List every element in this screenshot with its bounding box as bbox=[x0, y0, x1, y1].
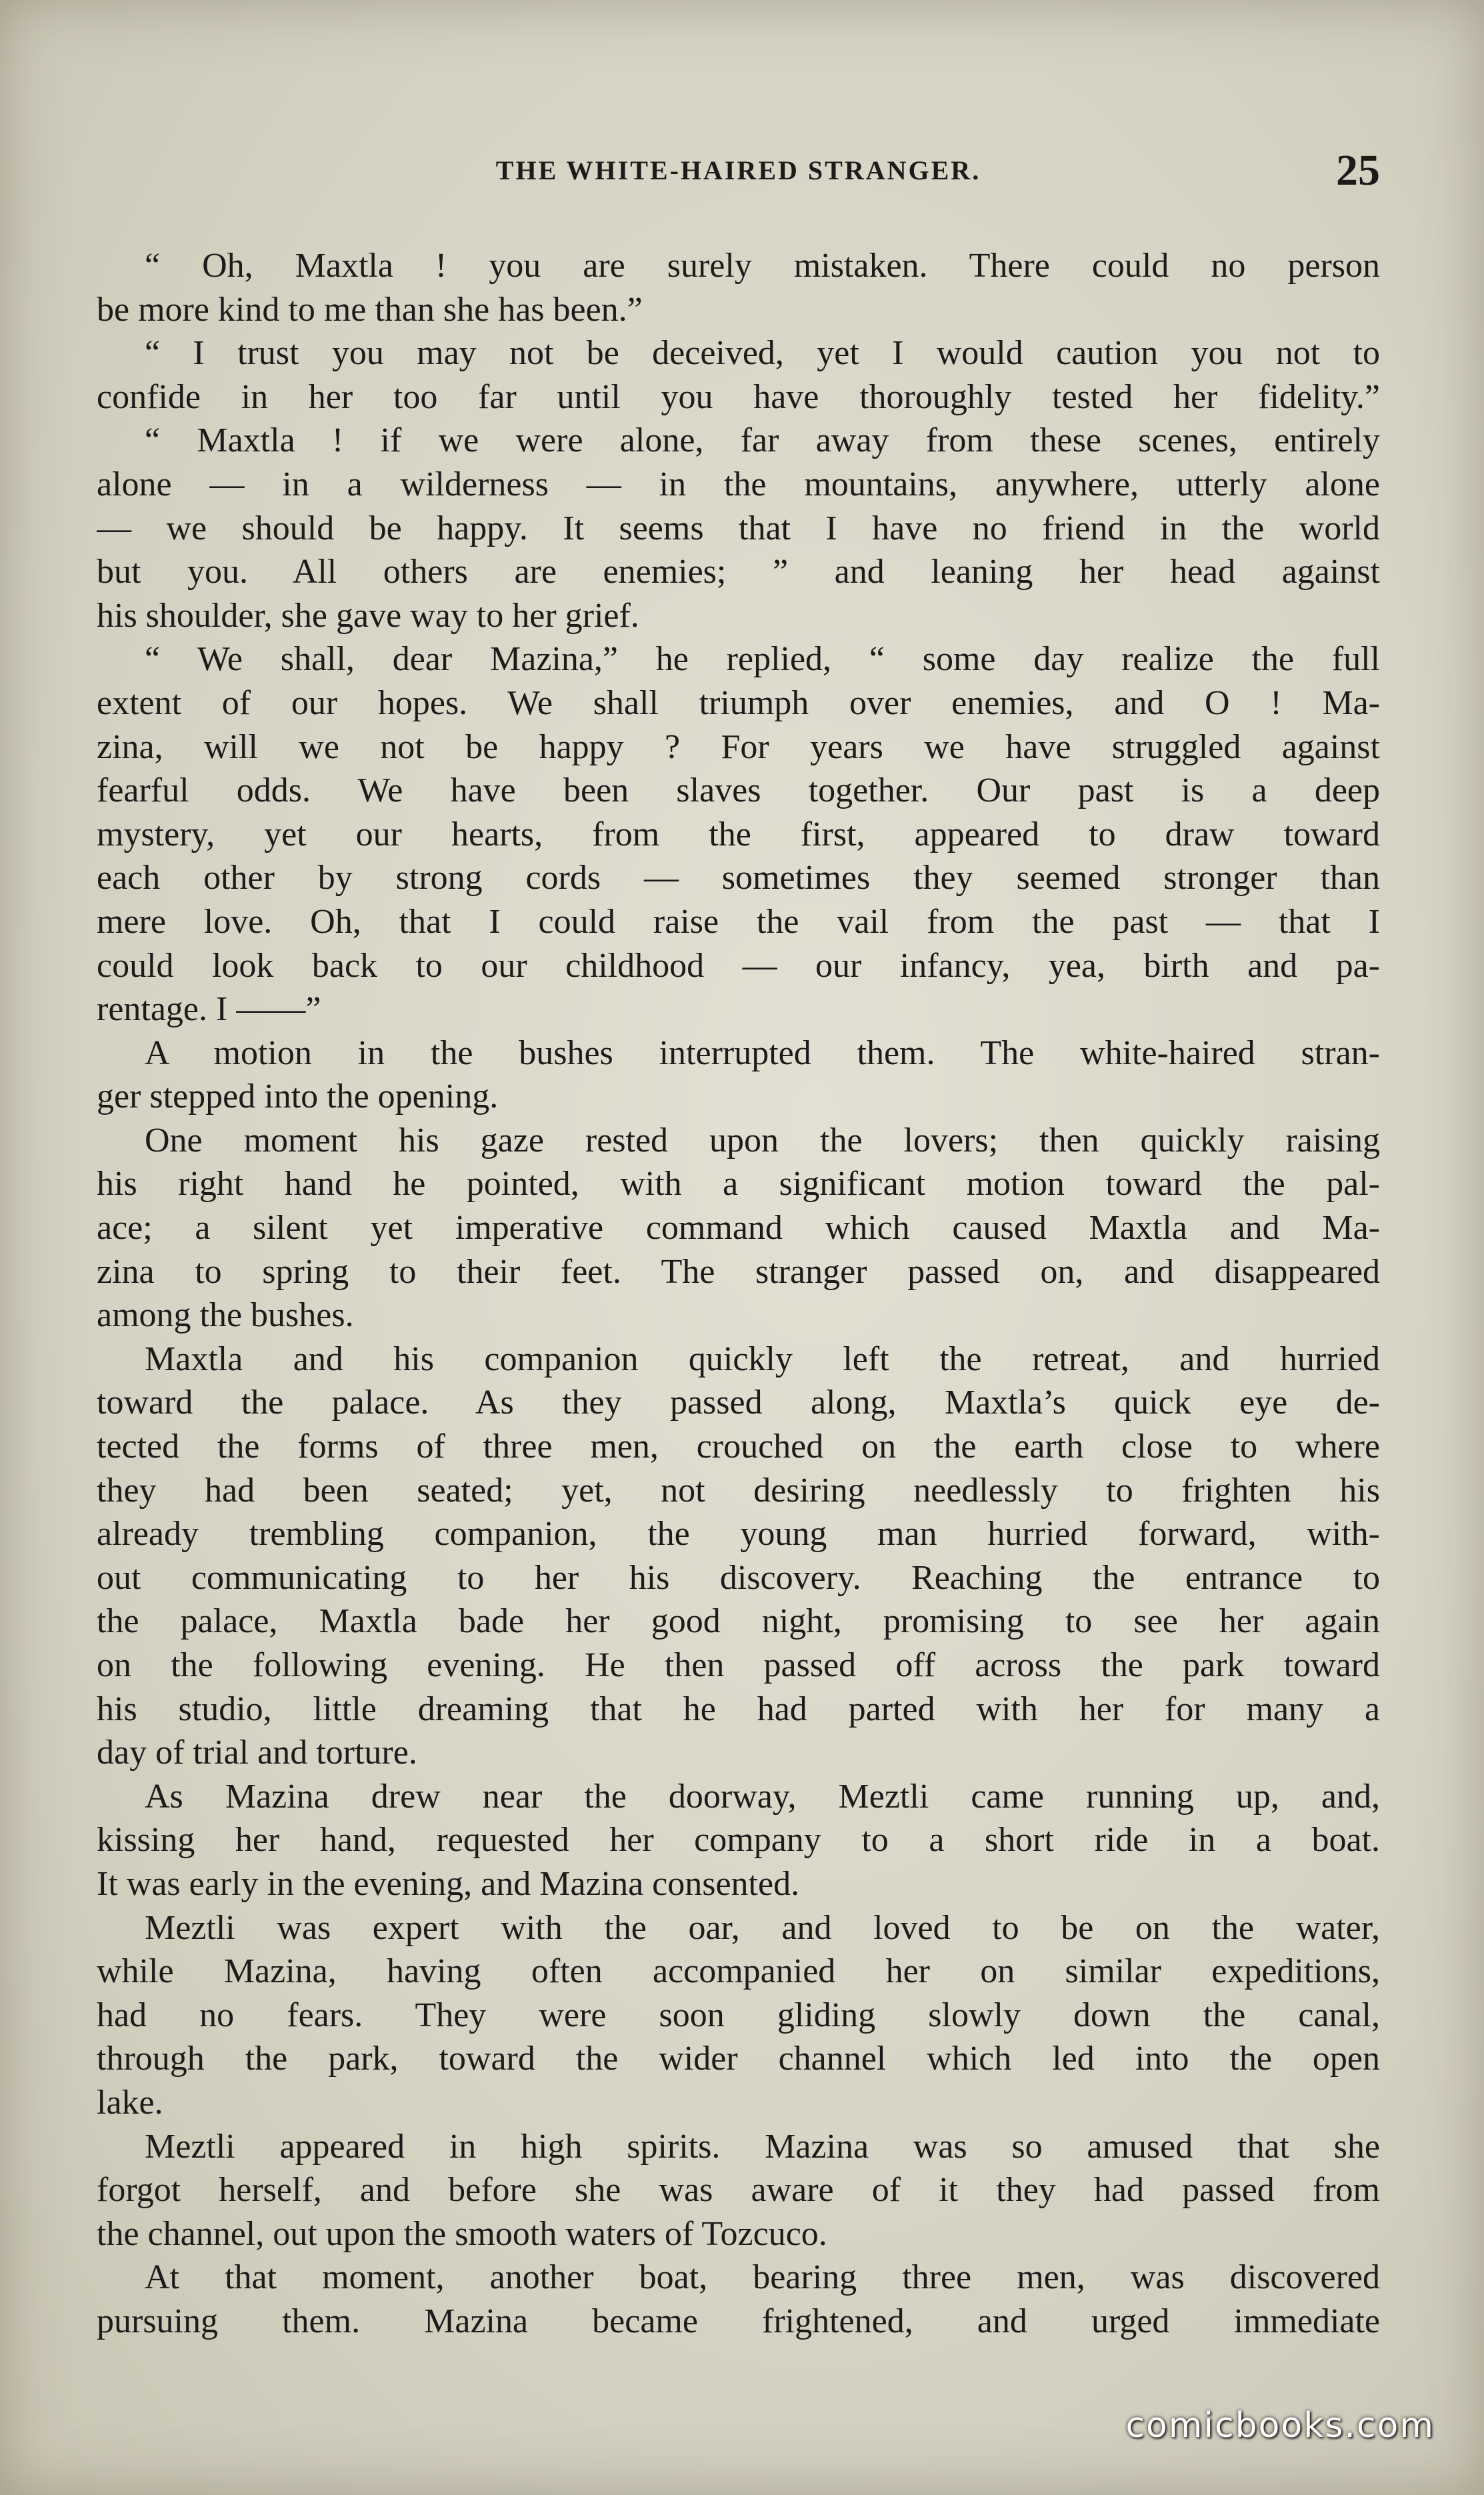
text-line: through the park, toward the wider channel which led into the open bbox=[97, 2040, 1380, 2078]
text-line: while Mazina, having often accompanied her on similar expeditions, bbox=[97, 1952, 1380, 1991]
text-line: already trembling companion, the young man hurried forward, with- bbox=[97, 1515, 1380, 1554]
text-line: day of trial and torture. bbox=[97, 1734, 417, 1772]
text-line: One moment his gaze rested upon the lovers; then quickly raising bbox=[145, 1121, 1380, 1159]
text-line: could look back to our childhood — our infancy, yea, birth and pa- bbox=[97, 946, 1380, 985]
text-line: — we should be happy. It seems that I have no friend in the world bbox=[97, 509, 1380, 547]
text-line: “ Maxtla ! if we were alone, far away from these scenes, entirely bbox=[145, 421, 1380, 460]
text-line: each other by strong cords — sometimes they seemed stronger than bbox=[97, 859, 1380, 897]
text-line: his shoulder, she gave way to her grief. bbox=[97, 596, 639, 635]
text-line: Meztli was expert with the oar, and loved to be on the water, bbox=[145, 1908, 1380, 1947]
text-line: rentage. I ——” bbox=[97, 990, 321, 1029]
text-line: fearful odds. We have been slaves together. Our past is a deep bbox=[97, 771, 1380, 810]
page-number: 25 bbox=[1336, 146, 1380, 195]
text-line: the palace, Maxtla bade her good night, promising to see her again bbox=[97, 1602, 1380, 1641]
text-line: ace; a silent yet imperative command which caused Maxtla and Ma- bbox=[97, 1209, 1380, 1248]
text-line: “ Oh, Maxtla ! you are surely mistaken. There could no person bbox=[145, 247, 1380, 285]
text-line: zina, will we not be happy ? For years we have struggled against bbox=[97, 727, 1380, 766]
text-line: “ I trust you may not be deceived, yet I would caution you not to bbox=[145, 334, 1380, 373]
text-line: pursuing them. Mazina became frightened, and urged immediate bbox=[97, 2302, 1380, 2340]
text-line: extent of our hopes. We shall triumph over enemies, and O ! Ma- bbox=[97, 683, 1380, 722]
text-line: the channel, out upon the smooth waters of Tozcuco. bbox=[97, 2214, 827, 2253]
text-line: toward the palace. As they passed along, Maxtla’s quick eye de- bbox=[97, 1384, 1380, 1422]
text-line: kissing her hand, requested her company to a short ride in a boat. bbox=[97, 1821, 1380, 1860]
running-title: THE WHITE-HAIRED STRANGER. bbox=[495, 155, 981, 185]
text-line: “ We shall, dear Mazina,” he replied, “ some day realize the full bbox=[145, 640, 1380, 679]
text-line: be more kind to me than she has been.” bbox=[97, 290, 643, 329]
text-line: but you. All others are enemies; ” and leaning her head against bbox=[97, 553, 1380, 591]
text-line: among the bushes. bbox=[97, 1296, 354, 1335]
text-line: mere love. Oh, that I could raise the vail from the past — that I bbox=[97, 902, 1380, 941]
text-line: confide in her too far until you have thoroughly tested her fidelity.” bbox=[97, 377, 1380, 416]
text-line: his right hand he pointed, with a significant motion toward the pal- bbox=[97, 1165, 1380, 1203]
text-line: mystery, yet our hearts, from the first, appeared to draw toward bbox=[97, 815, 1380, 853]
text-line: zina to spring to their feet. The stranger passed on, and disappeared bbox=[97, 1252, 1380, 1291]
text-line: At that moment, another boat, bearing three men, was discovered bbox=[145, 2258, 1380, 2297]
site-watermark: comicbooks.com bbox=[1125, 2406, 1435, 2446]
text-line: It was early in the evening, and Mazina consented. bbox=[97, 1864, 800, 1903]
text-line: lake. bbox=[97, 2083, 163, 2122]
text-line: his studio, little dreaming that he had parted with her for many a bbox=[97, 1690, 1380, 1728]
text-line: A motion in the bushes interrupted them. The white-haired stran- bbox=[145, 1033, 1380, 1072]
page-header bbox=[97, 145, 1380, 199]
text-line: As Mazina drew near the doorway, Meztli came running up, and, bbox=[145, 1777, 1380, 1816]
text-line: ger stepped into the opening. bbox=[97, 1077, 499, 1116]
text-line: out communicating to her his discovery. Reaching the entrance to bbox=[97, 1558, 1380, 1597]
body-text bbox=[97, 244, 1380, 2344]
text-line: Meztli appeared in high spirits. Mazina was so amused that she bbox=[145, 2127, 1380, 2166]
text-line: on the following evening. He then passed off across the park toward bbox=[97, 1646, 1380, 1684]
text-line: they had been seated; yet, not desiring needlessly to frighten his bbox=[97, 1471, 1380, 1510]
text-line: tected the forms of three men, crouched on the earth close to where bbox=[97, 1428, 1380, 1466]
text-line: had no fears. They were soon gliding slowly down the canal, bbox=[97, 1996, 1380, 2034]
text-line: forgot herself, and before she was aware of it they had passed from bbox=[97, 2171, 1380, 2210]
text-line: Maxtla and his companion quickly left the retreat, and hurried bbox=[145, 1340, 1380, 1378]
text-line: alone — in a wilderness — in the mountains, anywhere, utterly alone bbox=[97, 465, 1380, 503]
